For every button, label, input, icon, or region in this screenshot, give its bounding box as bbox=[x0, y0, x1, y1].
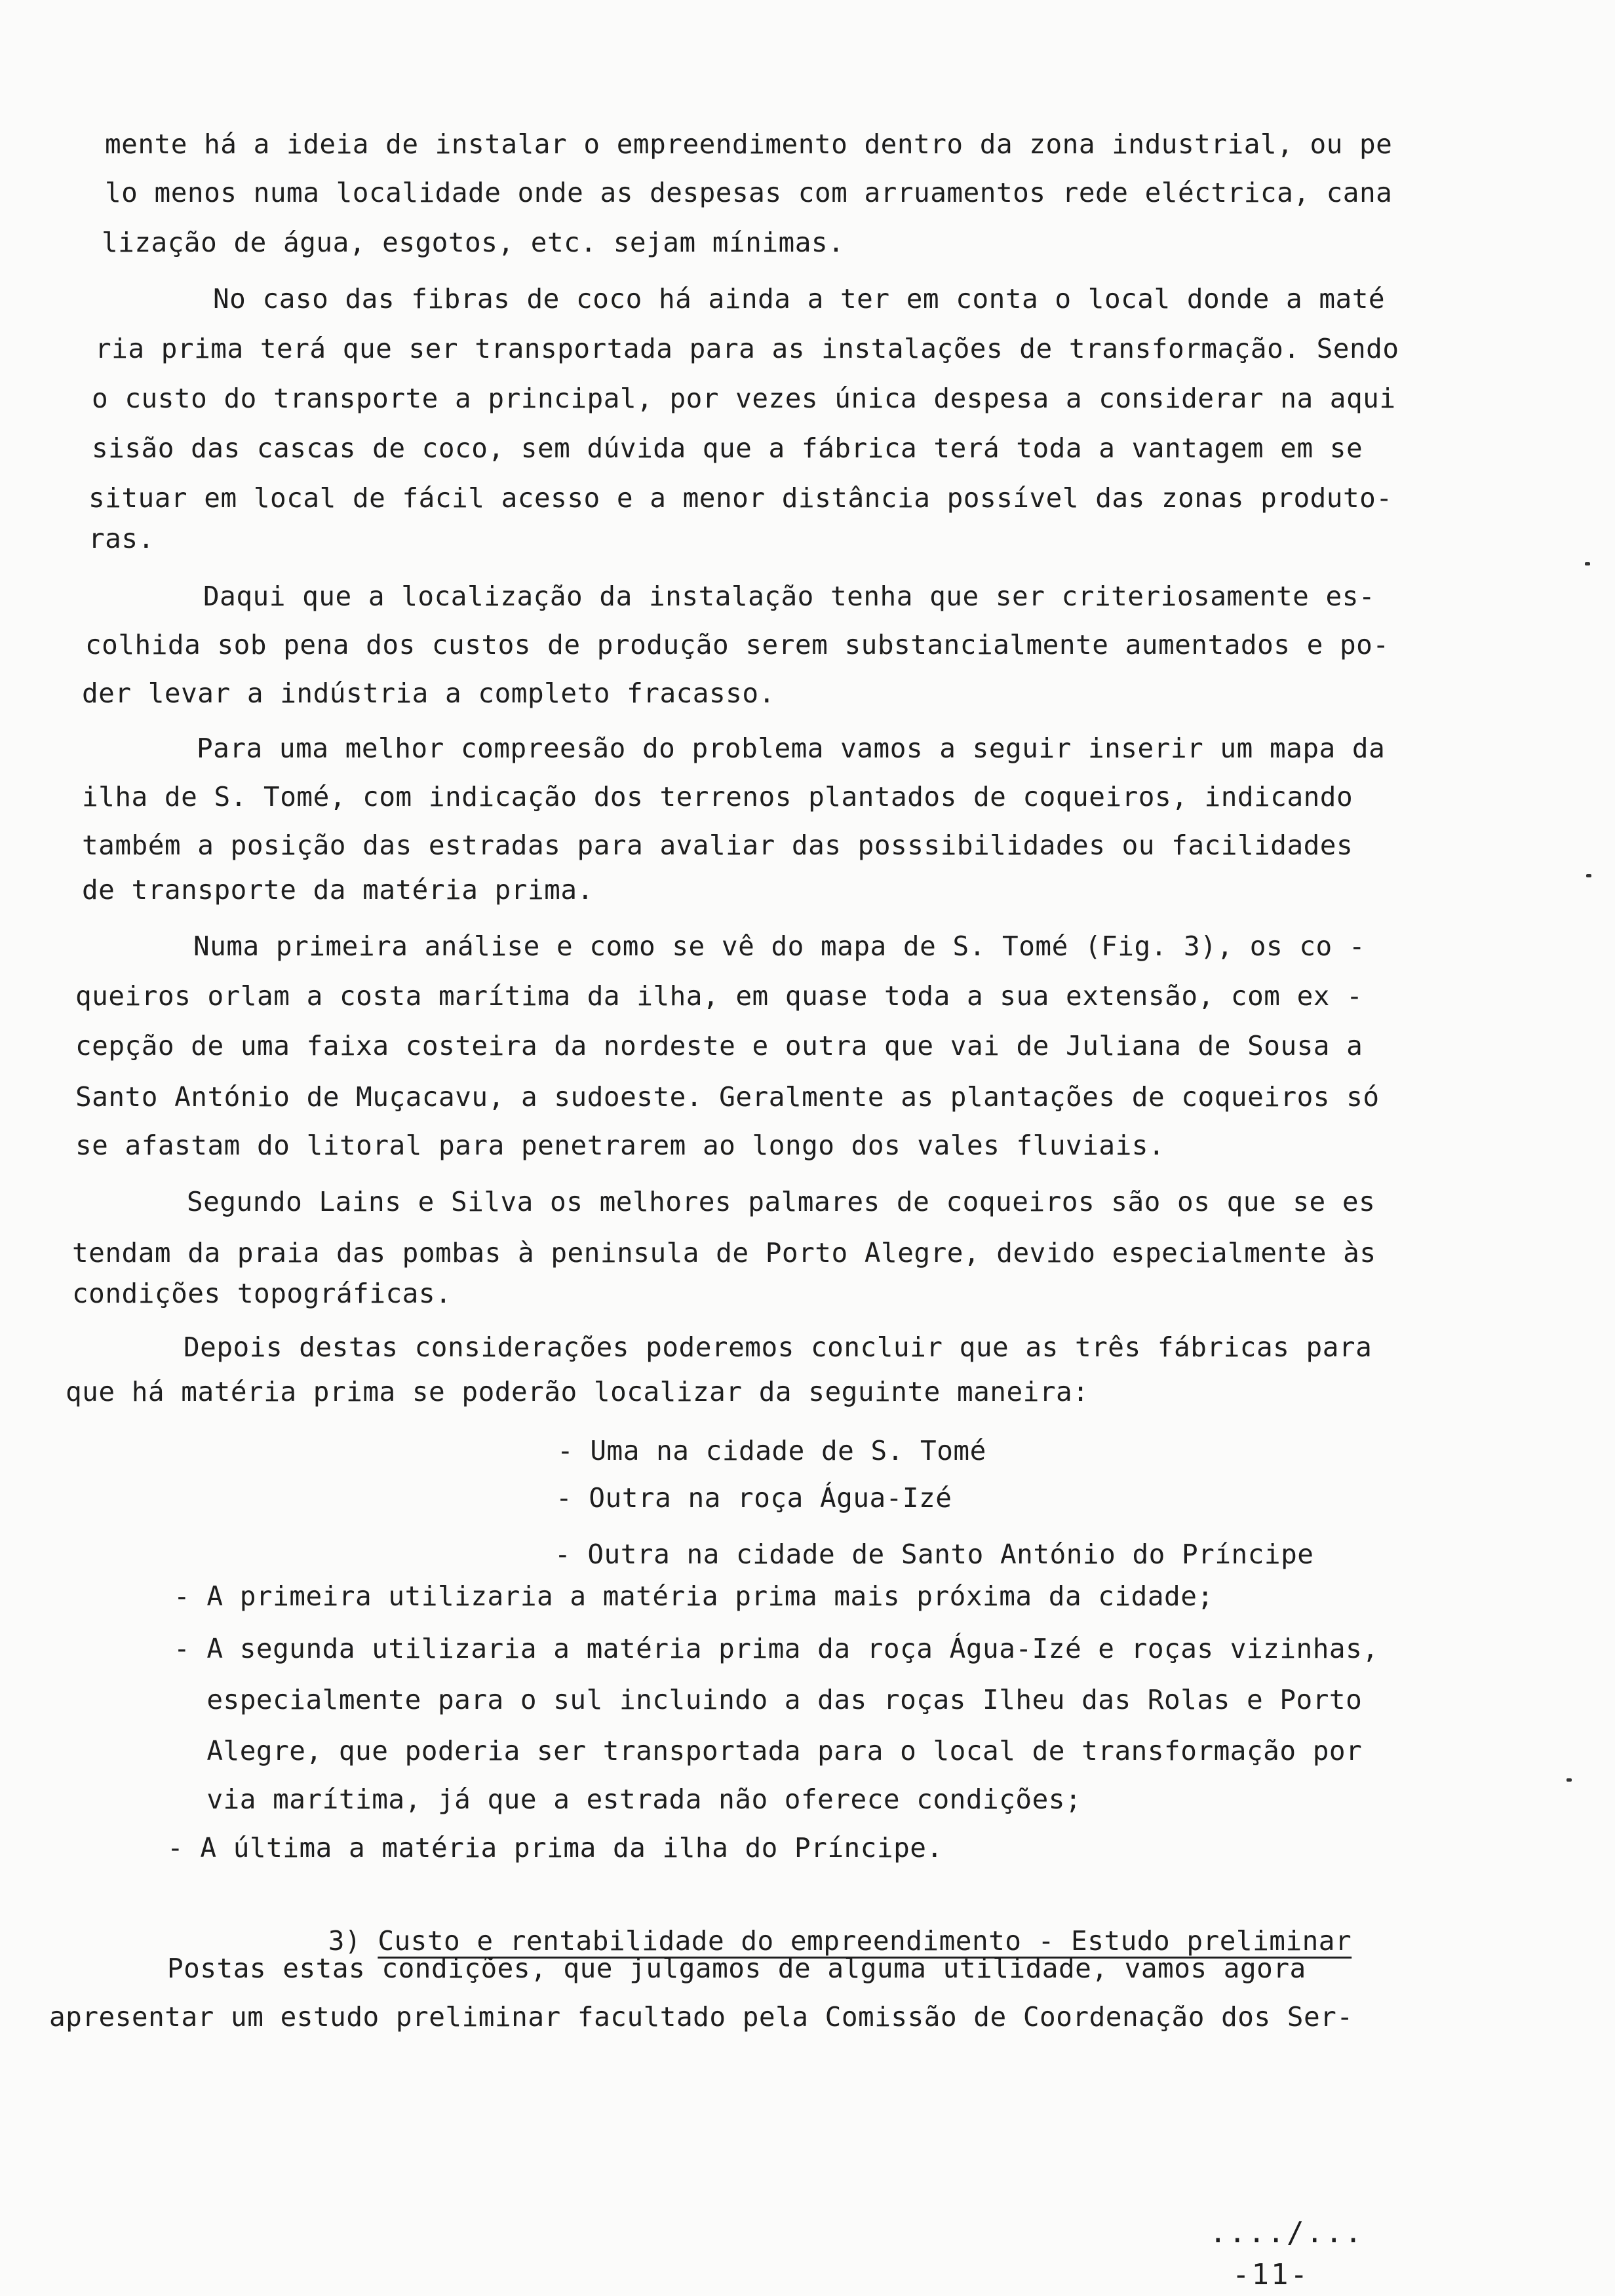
margin-speck bbox=[1585, 562, 1590, 565]
list-item: - A primeira utilizaria a matéria prima mais próxima da cidade; bbox=[174, 1580, 1214, 1612]
text-line: Para uma melhor compreesão do problema vamos a seguir inserir um mapa da bbox=[197, 733, 1386, 764]
text-line: ras. bbox=[88, 523, 155, 554]
text-line: No caso das fibras de coco há ainda a ter em conta o local donde a maté bbox=[213, 283, 1386, 315]
text-line: o custo do transporte a principal, por vezes única despesa a considerar na aqui bbox=[92, 383, 1396, 414]
text-line: Santo António de Muçacavu, a sudoeste. Geralmente as plantações de coqueiros só bbox=[75, 1081, 1380, 1113]
text-line: situar em local de fácil acesso e a menor distância possível das zonas produto- bbox=[88, 482, 1393, 514]
list-item: - A última a matéria prima da ilha do Príncipe. bbox=[167, 1832, 943, 1864]
margin-speck bbox=[1586, 874, 1591, 877]
margin-speck bbox=[1566, 1778, 1572, 1782]
text-line: cepção de uma faixa costeira da nordeste e outra que vai de Juliana de Sousa a bbox=[75, 1030, 1363, 1062]
continuation-mark: ..../... bbox=[1209, 2216, 1364, 2249]
list-item: - Uma na cidade de S. Tomé bbox=[557, 1435, 986, 1466]
text-line: apresentar um estudo preliminar facultado pela Comissão de Coordenação dos Ser- bbox=[49, 2001, 1353, 2033]
text-line: Numa primeira análise e como se vê do mapa de S. Tomé (Fig. 3), os co - bbox=[193, 930, 1366, 962]
text-line: Depois destas considerações poderemos concluir que as três fábricas para bbox=[184, 1331, 1372, 1363]
list-item: especialmente para o sul incluindo a das roças Ilheu das Rolas e Porto bbox=[174, 1684, 1363, 1715]
text-line: condições topográficas. bbox=[72, 1278, 452, 1309]
text-line: tendam da praia das pombas à peninsula de Porto Alegre, devido especialmente às bbox=[72, 1237, 1376, 1269]
section-number: 3) bbox=[328, 1925, 362, 1957]
text-line: sisão das cascas de coco, sem dúvida que a fábrica terá toda a vantagem em se bbox=[92, 432, 1363, 464]
text-line: Daqui que a localização da instalação tenha que ser criteriosamente es- bbox=[203, 581, 1376, 612]
text-line: Segundo Lains e Silva os melhores palmares de coqueiros são os que se es bbox=[187, 1186, 1376, 1217]
text-line: também a posição das estradas para avaliar das posssibilidades ou facilidades bbox=[82, 830, 1353, 861]
text-line: ria prima terá que ser transportada para as instalações de transformação. Sendo bbox=[95, 333, 1399, 364]
text-line: ilha de S. Tomé, com indicação dos terrenos plantados de coqueiros, indicando bbox=[82, 781, 1353, 813]
list-item: Alegre, que poderia ser transportada para o local de transformação por bbox=[174, 1735, 1363, 1767]
text-line: queiros orlam a costa marítima da ilha, em quase toda a sua extensão, com ex - bbox=[75, 980, 1363, 1012]
list-item: - Outra na roça Água-Izé bbox=[556, 1482, 952, 1514]
text-line: que há matéria prima se poderão localizar da seguinte maneira: bbox=[66, 1376, 1089, 1407]
text-line: mente há a ideia de instalar o empreendimento dentro da zona industrial, ou pe bbox=[105, 128, 1393, 160]
text-line: se afastam do litoral para penetrarem ao longo dos vales fluviais. bbox=[75, 1130, 1165, 1161]
text-line: der levar a indústria a completo fracasso. bbox=[82, 678, 775, 709]
section-title: Custo e rentabilidade do empreendimento - Estudo preliminar bbox=[378, 1925, 1352, 1957]
list-item: via marítima, já que a estrada não oferece condições; bbox=[174, 1784, 1082, 1815]
text-line: colhida sob pena dos custos de produção serem substancialmente aumentados e po- bbox=[85, 629, 1390, 660]
list-item: - A segunda utilizaria a matéria prima da roça Água-Izé e roças vizinhas, bbox=[174, 1633, 1379, 1664]
page-number: -11- bbox=[1232, 2258, 1310, 2291]
text-line: de transporte da matéria prima. bbox=[82, 874, 594, 906]
text-line: Postas estas condições, que julgamos de alguma utilidade, vamos agora bbox=[167, 1953, 1306, 1984]
text-line: lo menos numa localidade onde as despesas com arruamentos rede eléctrica, cana bbox=[105, 177, 1393, 208]
text-line: lização de água, esgotos, etc. sejam mínimas. bbox=[102, 227, 845, 258]
list-item: - Outra na cidade de Santo António do Príncipe bbox=[555, 1539, 1314, 1570]
